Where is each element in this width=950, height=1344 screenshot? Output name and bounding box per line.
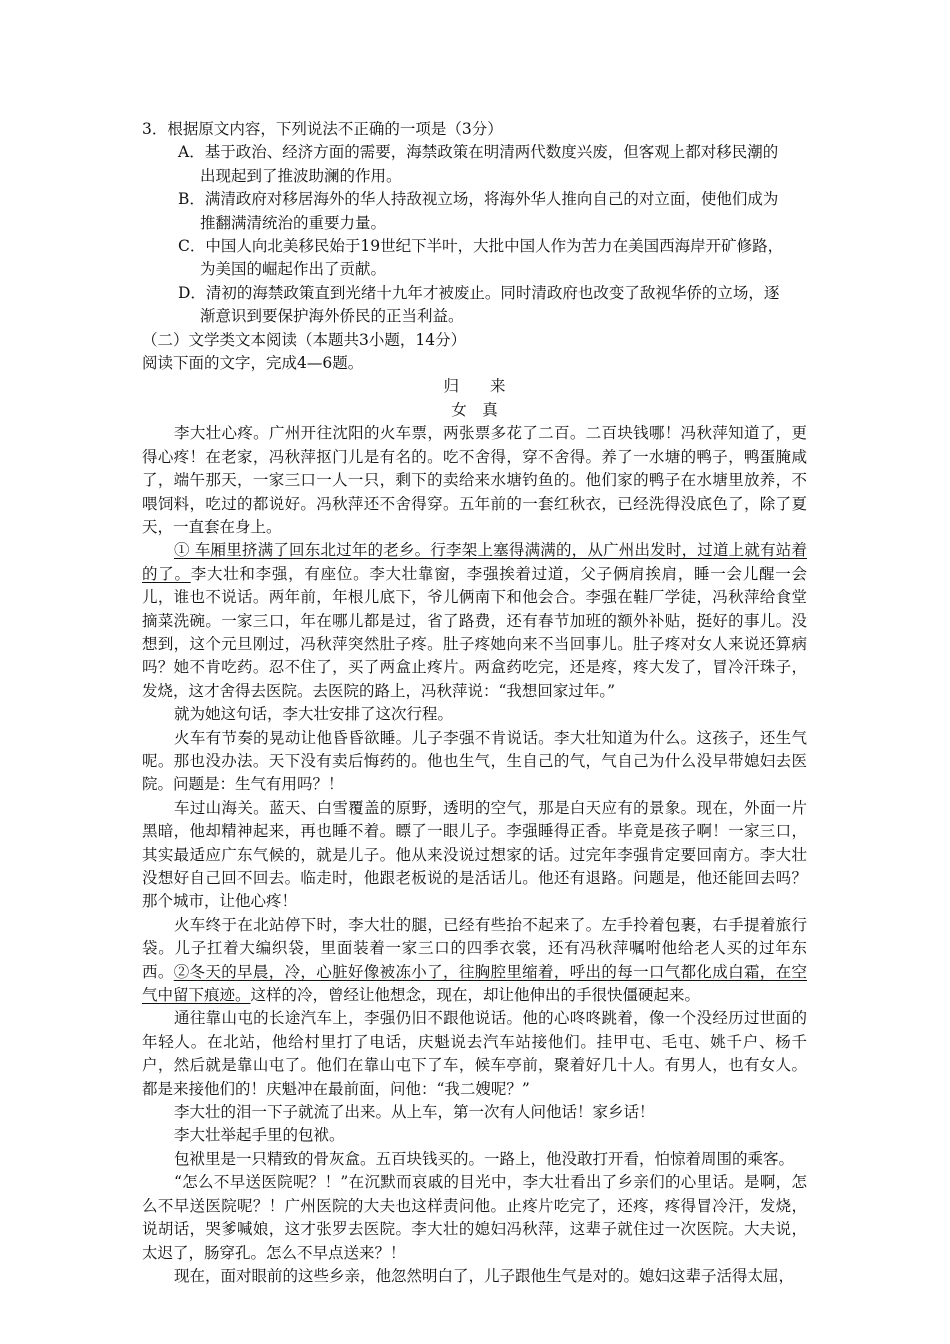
story-paragraph: 包袱里是一只精致的骨灰盒。五百块钱买的。一路上，他没敢打开看，怕惊着周围的乘客。 (174, 1149, 795, 1168)
option-a: A．基于政治、经济方面的需要，海禁政策在明清两代数度兴废，但客观上都对移民潮的 出现起到了推波助澜的作用。 (178, 143, 779, 185)
story-paragraph-annotated-2: 火车终于在北站停下时，李大壮的腿，已经有些抬不起来了。左手拎着包裹，右手提着旅行袋。儿子扛着大编织袋，里面装着一家三口的四季衣裳，还有冯秋萍嘱咐他给老人买的过年东西。②冬天的早晨，冷，心脏好像被冻小了，往胸腔里缩着，呼出的每一口气都化成白霜，在空气中留下痕迹。这样的冷，曾经让他想念，现在，却让他伸出的手很快僵硬起来。 (142, 915, 807, 1005)
document-body (142, 118, 807, 1288)
story-paragraph: 李大壮的泪一下子就流了出来。从上车，第一次有人问他话！家乡话！ (174, 1103, 655, 1122)
section-instruction: 阅读下面的文字，完成4—6题。 (142, 354, 364, 373)
story-title: 归 来 (443, 377, 506, 396)
section-heading: （二）文学类文本阅读（本题共3小题，14分） (142, 330, 467, 349)
story-paragraph: 李大壮心疼。广州开往沈阳的火车票，两张票多花了二百。二百块钱哪！冯秋萍知道了，更得心疼！在老家，冯秋萍抠门儿是有名的。吃不舍得，穿不舍得。养了一水塘的鸭子，鸭蛋腌咸了，端午那天，一家三口一人一只，剩下的卖给来水塘钓鱼的。他们家的鸭子在水塘里放养，不喂饲料，吃过的都说好。冯秋萍还不舍得穿。五年前的一套红秋衣，已经洗得没底色了，除了夏天，一直套在身上。 (142, 424, 807, 536)
story-paragraph: 车过山海关。蓝天、白雪覆盖的原野，透明的空气，那是白天应有的景象。现在，外面一片黑暗，他却精神起来，再也睡不着。瞟了一眼儿子。李强睡得正香。毕竟是孩子啊！一家三口，其实最适应广东气候的，就是儿子。他从来没说过想家的话。过完年李强肯定要回南方。李大壮没想好自己回不回去。临走时，他跟老板说的是活话儿。他还有退路。问题是，他还能回去吗？那个城市，让他心疼！ (142, 798, 807, 911)
option-b: B．满清政府对移居海外的华人持敌视立场，将海外华人推向自己的对立面，使他们成为 推翻满清统治的重要力量。 (178, 190, 779, 232)
story-paragraph: 火车有节奏的晃动让他昏昏欲睡。儿子李强不肯说话。李大壮知道为什么。这孩子，还生气呢。那也没办法。天下没有卖后悔药的。他也生气，生自己的气，气自己为什么没早带媳妇去医院。问题是：生气有用吗？！ (142, 728, 807, 794)
story-paragraph: 通往靠山屯的长途汽车上，李强仍旧不跟他说话。他的心咚咚跳着，像一个没经历过世面的年轻人。在北站，他给村里打了电话，庆魁说去汽车站接他们。挂甲屯、毛屯、姚千户、杨千户，然后就是靠山屯了。他们在靠山屯下了车，候车亭前，聚着好几十人。有男人，也有女人。都是来接他们的！庆魁冲在最前面，问他：“我二嫂呢？” (142, 1009, 807, 1098)
underlined-sentence-1: ① 车厢里挤满了回东北过年的老乡。行李架上塞得满满的，从广州出发时，过道上就有站着的了。 (142, 541, 807, 583)
story-author: 女 真 (451, 400, 498, 419)
story-paragraph: 现在，面对眼前的这些乡亲，他忽然明白了，儿子跟他生气是对的。媳妇这辈子活得太屈， (174, 1266, 795, 1285)
story-paragraph-annotated-1: ① 车厢里挤满了回东北过年的老乡。行李架上塞得满满的，从广州出发时，过道上就有站着的了。李大壮和李强，有座位。李大壮靠窗，李强挨着过道，父子俩肩挨肩，睡一会儿醒一会儿，谁也不说话。两年前，年根儿底下，爷儿俩南下和他会合。李强在鞋厂学徒，冯秋萍给食堂摘菜洗碗。一家三口，年在哪儿都是过，省了路费，还有春节加班的额外补贴，挺好的事儿。没想到，这个元旦刚过，冯秋萍突然肚子疼。肚子疼她向来不当回事儿。肚子疼对女人来说还算病吗？她不肯吃药。忍不住了，买了两盒止疼片。两盒药吃完，还是疼，疼大发了，冒冷汗珠子，发烧，这才舍得去医院。去医院的路上，冯秋萍说：“我想回家过年。” (142, 541, 807, 700)
story-paragraph: 李大壮举起手里的包袱。 (174, 1126, 345, 1145)
story-paragraph: 就为她这句话，李大壮安排了这次行程。 (174, 705, 454, 724)
underlined-sentence-2: ②冬天的早晨，冷，心脏好像被冻小了，往胸腔里缩着，呼出的每一口气都化成白霜，在空气中留下痕迹。 (142, 962, 807, 1005)
option-d: D．清初的海禁政策直到光绪十九年才被废止。同时清政府也改变了敌视华侨的立场，逐 渐意识到要保护海外侨民的正当利益。 (178, 283, 780, 326)
story-paragraph: “怎么不早送医院呢？！”在沉默而哀戚的目光中，李大壮看出了乡亲们的心里话。是啊，怎么不早送医院呢？！广州医院的大夫也这样责问他。止疼片吃完了，还疼，疼得冒冷汗，发烧，说胡话，哭爹喊娘，这才张罗去医院。李大壮的媳妇冯秋萍，这辈子就住过一次医院。大夫说，太迟了，肠穿孔。怎么不早点送来？！ (142, 1173, 807, 1262)
option-c: C．中国人向北美移民始于19世纪下半叶，大批中国人作为苦力在美国西海岸开矿修路， 为美国的崛起作出了贡献。 (178, 237, 784, 279)
question-3-stem: 3．根据原文内容，下列说法不正确的一项是（3分） (142, 120, 503, 138)
